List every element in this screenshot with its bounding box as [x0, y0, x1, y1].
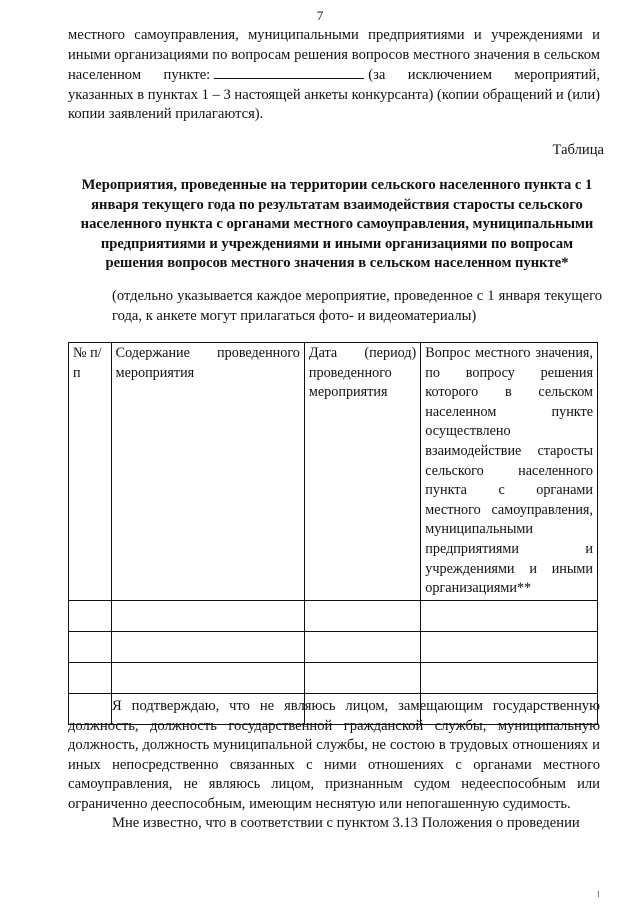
header-number: № п/п	[69, 343, 112, 601]
acknowledgement-paragraph: Мне известно, что в соответствии с пунктом 3.13 Положения о проведении	[112, 815, 580, 831]
intro-text-after: (за исключением мероприятий, указанных в пунктах 1 – 3 настоящей анкеты конкурсанта) (копии обращений и (или) копии заявлений прилагаются).	[68, 67, 600, 123]
confirmation-paragraph: Я подтверждаю, что не являюсь лицом, замещающим государственную должность, должность государственной гражданской службы, муниципальную должность, должность муниципальной службы, не состою в трудовых отношениях и иных непосредственно связанных с ними отношениях с органами местного самоуправления, не являюсь лицом, признанным судом недееспособным или ограниченно дееспособным, имеющим неснятую или непогашенную судимость.	[68, 698, 600, 812]
table-cell[interactable]	[69, 631, 112, 662]
table-cell[interactable]	[304, 600, 420, 631]
table-row	[69, 631, 598, 662]
table-row	[69, 662, 598, 693]
table-caption: Таблица	[552, 142, 604, 158]
header-event-date: Дата (период) проведенного мероприятия	[304, 343, 420, 601]
table-header-row	[69, 343, 598, 601]
header-event-content: Содержание проведенного мероприятия	[111, 343, 304, 601]
table-cell[interactable]	[111, 600, 304, 631]
table-cell[interactable]	[111, 631, 304, 662]
scan-mark	[598, 891, 599, 897]
events-table	[68, 342, 598, 725]
table-heading: Мероприятия, проведенные на территории сельского населенного пункта с 1 января текущего года по результатам взаимодействия старосты сельского населенного пункта с органами местного самоуправления, муниципальными предприятиями и учреждениями и иными организациями по вопросам решения вопросов местного значения в сельском населенном пункте*	[80, 177, 594, 272]
table-cell[interactable]	[421, 631, 598, 662]
header-local-issue: Вопрос местного значения, по вопросу решения которого в сельском населенном пункте осуществлено взаимодействие старосты сельского населенного пункта с органами местного самоуправления, муниципальными предприятиями и учреждениями и иными организациями**	[421, 343, 598, 601]
page-number: 7	[316, 8, 324, 23]
table-cell[interactable]	[304, 631, 420, 662]
intro-text-before: местного самоуправления, муниципальными предприятиями и учреждениями и иными организациями по вопросам решения вопросов местного значения в сельском населенном пункте:	[68, 27, 600, 84]
table-cell[interactable]	[69, 600, 112, 631]
table-row	[69, 600, 598, 631]
table-cell[interactable]	[111, 662, 304, 693]
intro-paragraph	[68, 26, 600, 125]
table-note: (отдельно указывается каждое мероприятие, проведенное с 1 января текущего года, к анкете могут прилагаться фото- и видеоматериалы)	[112, 288, 602, 324]
table-cell[interactable]	[69, 662, 112, 693]
table-cell[interactable]	[421, 662, 598, 693]
table-cell[interactable]	[421, 600, 598, 631]
table-cell[interactable]	[304, 662, 420, 693]
settlement-blank-field[interactable]	[214, 65, 364, 79]
